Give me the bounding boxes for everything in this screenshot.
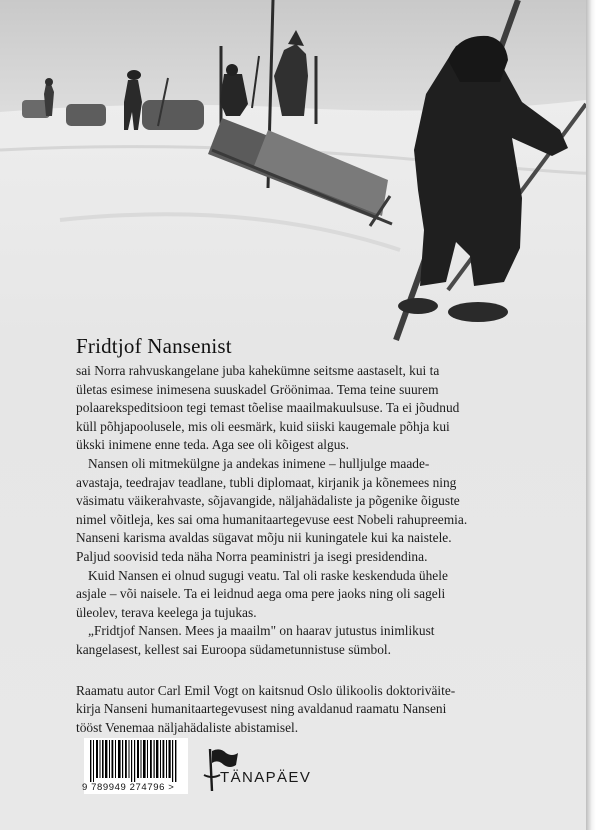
isbn-digits: 9 789949 274796 > (82, 782, 175, 793)
author-note-line: Raamatu autor Carl Emil Vogt on kaitsnud Oslo ülikoolis doktoriväite- (76, 682, 456, 698)
author-note-line: kirja Nanseni humanitaartegevusest ning avaldanud raamatu Nanseni (76, 701, 447, 717)
cover-edge (586, 0, 596, 830)
blurb-paragraph-4 (76, 622, 516, 659)
blurb-line: avastaja, teedrajav teadlane, tubli diplomaat, kirjanik ja kõnemees ning (76, 474, 457, 490)
blurb-line: kangelasest, kellest sai Euroopa südametunnistuse sümbol. (76, 641, 391, 657)
blurb-paragraph-1 (76, 362, 516, 455)
blurb-paragraph-2 (76, 455, 516, 567)
blurb-line: üleolev, terava keelega ja tujukas. (76, 604, 257, 620)
blurb-line: Nansen oli mitmekülgne ja andekas inimene – hulljulge maade- (88, 455, 430, 471)
blurb-line: sai Norra rahvuskangelane juba kahekümne seitsme aastaselt, kui ta (76, 363, 440, 378)
blurb-line: väsimatu väikerahvaste, sõjavangide, näljahädaliste ja põgenike õiguste (76, 493, 460, 509)
polar-expedition-photo (0, 0, 586, 345)
publisher-name: TÄNAPÄEV (220, 769, 312, 786)
blurb-line: Paljud soovisid teda näha Norra peaministri ja isegi presidendina. (76, 548, 428, 564)
blurb-line: Nanseni karisma avaldas sügavat mõju nii kuningatele kui ka naistele. (76, 530, 452, 546)
blurb-line: Kuid Nansen ei olnud sugugi veatu. Tal oli raske keskenduda ühele (88, 567, 448, 583)
blurb-line: ületas esimese inimesena suuskadel Gröönimaa. Tema teine suurem (76, 381, 439, 397)
author-note (76, 682, 516, 738)
blurb (76, 334, 516, 737)
blurb-heading: Fridtjof Nansenist (76, 334, 232, 358)
blurb-line: „Fridtjof Nansen. Mees ja maailm" on haarav jutustus inimlikust (88, 623, 435, 639)
author-note-line: tööst Venemaa näljahädaliste abistamisel. (76, 719, 299, 735)
blurb-line: asjale – või naisele. Ta ei leidnud aega oma pere jaoks ning oli sageli (76, 586, 446, 602)
blurb-line: nimel võitleja, kes sai oma humanitaartegevuse eest Nobeli rahupreemia. (76, 511, 468, 527)
blurb-line: ükski inimene enne teda. Aga see oli kõigest algus. (76, 437, 349, 453)
blurb-line: küll põhjapoolusele, mis oli eesmärk, kuid siiski kaugemale põhja kui (76, 418, 450, 434)
blurb-line: polaarekspeditsioon tegi temast tõelise maailmakuulsuse. Ta ei jõudnud (76, 400, 460, 416)
blurb-paragraph-3 (76, 567, 516, 623)
